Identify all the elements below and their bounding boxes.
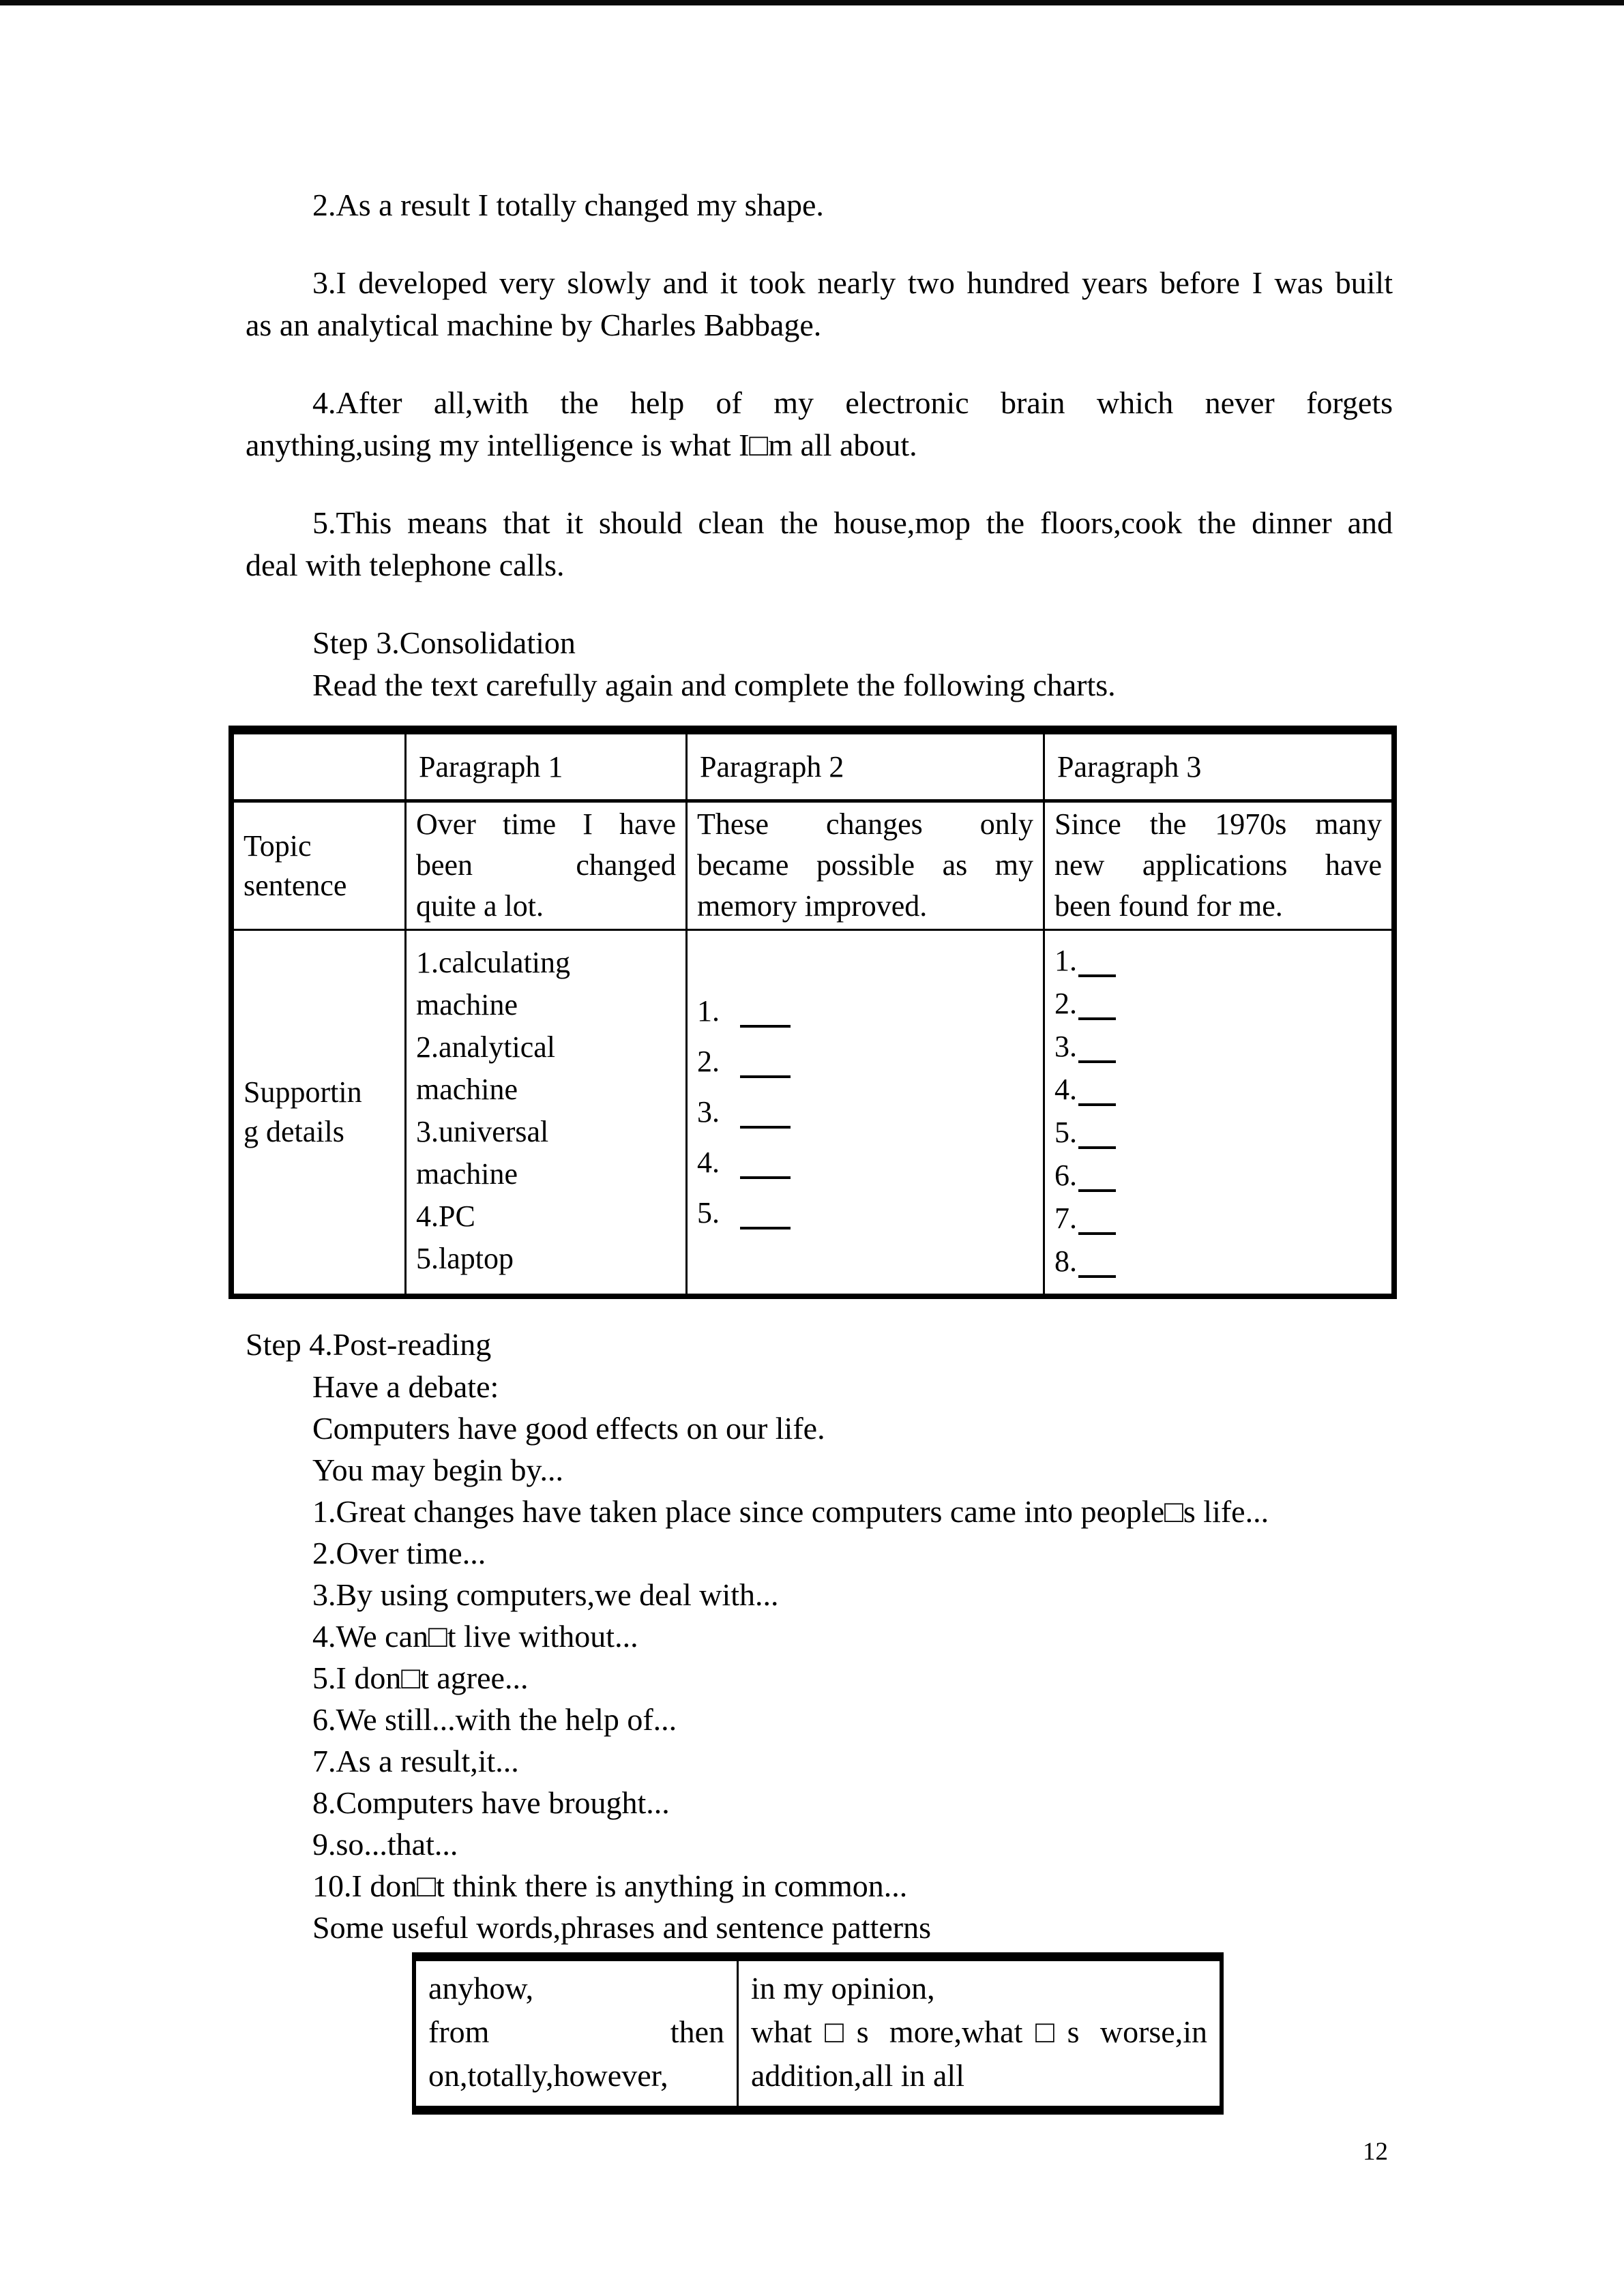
cell-line: machine: [416, 1073, 518, 1106]
answer-blank: [1078, 1231, 1116, 1235]
answer-blank: [1078, 1145, 1116, 1149]
document-body: [243, 184, 1393, 2115]
table1-topic-paragraph2: [685, 803, 1043, 929]
numbered-blank-line: 8.: [1054, 1240, 1382, 1283]
table1-topic-paragraph1: [404, 803, 685, 929]
answer-blank: [1078, 973, 1116, 977]
paragraph-line: anything,using my intelligence is what I□m all about.: [246, 428, 917, 462]
table1-details-paragraph2: [685, 929, 1043, 1294]
cell-line: 5.laptop: [416, 1242, 514, 1275]
paragraph-line: 3.I developed very slowly and it took nearly two hundred years before I was built: [312, 265, 1393, 300]
table1-header-paragraph1: Paragraph 1: [404, 734, 685, 803]
answer-blank: [740, 1124, 791, 1129]
paragraph-line: 5.This means that it should clean the house,mop the floors,cook the dinner and: [312, 505, 1393, 540]
step4-line: 1.Great changes have taken place since computers came into people□s life...: [312, 1494, 1269, 1529]
table1-details-label: [234, 929, 404, 1294]
answer-blank: [740, 1074, 791, 1078]
cell-line: anyhow,: [428, 1971, 534, 2006]
numbered-blank-line: 3.: [697, 1087, 1033, 1137]
step4-line: Computers have good effects on our life.: [312, 1411, 825, 1446]
answer-blank: [1078, 1188, 1116, 1192]
cell-line: on,totally,however,: [428, 2058, 668, 2093]
label-line: Topic: [243, 829, 312, 863]
cell-line: in my opinion,: [751, 1971, 935, 2006]
step4-line: 5.I don□t agree...: [312, 1660, 529, 1695]
step4-line: 7.As a result,it...: [312, 1744, 519, 1778]
answer-blank: [740, 1024, 791, 1028]
numbered-blank-line: 4.: [697, 1137, 1033, 1188]
answer-blank: [1078, 1274, 1116, 1278]
cell-line: been changed: [416, 848, 676, 882]
numbered-blank-line: 6.: [1054, 1154, 1382, 1197]
useful-words-table: [412, 1952, 1224, 2115]
step4-line: 8.Computers have brought...: [312, 1785, 670, 1820]
cell-line: 3.universal: [416, 1115, 549, 1148]
cell-line: machine: [416, 988, 518, 1022]
cell-line: memory improved.: [697, 889, 928, 923]
answer-blank: [1078, 1016, 1116, 1020]
table1-details-paragraph3: [1043, 929, 1391, 1294]
page-number: 12: [1363, 2138, 1388, 2166]
paragraph-line: as an analytical machine by Charles Babbage.: [246, 308, 822, 342]
cell-line: 4.PC: [416, 1199, 475, 1233]
numbered-blank-line: 5.: [1054, 1111, 1382, 1154]
step4-line: 9.so...that...: [312, 1827, 458, 1862]
label-line: g details: [243, 1115, 344, 1148]
cell-line: These changes only: [697, 807, 1033, 841]
numbered-blank-line: 1.: [697, 986, 1033, 1037]
numbered-blank-line: 3.: [1054, 1025, 1382, 1068]
cell-line: 1.calculating: [416, 946, 571, 979]
numbered-blank-line: 2.: [1054, 982, 1382, 1025]
paragraph-line: 2.As a result I totally changed my shape.: [312, 188, 824, 222]
step4-line: Have a debate:: [312, 1369, 499, 1404]
paragraph-2: [246, 184, 1393, 226]
table1-topic-paragraph3: [1043, 803, 1391, 929]
paragraph-line: deal with telephone calls.: [246, 548, 565, 582]
cell-line: from then: [428, 2014, 724, 2049]
cell-line: addition,all in all: [751, 2058, 964, 2093]
paragraph-line: 4.After all,with the help of my electronic brain which never forgets: [312, 385, 1393, 420]
step3-section: [246, 622, 1393, 706]
step3-title: Step 3.Consolidation: [312, 625, 576, 660]
answer-blank: [1078, 1059, 1116, 1063]
table1-header-paragraph2: Paragraph 2: [685, 734, 1043, 803]
paragraph-3: [246, 262, 1393, 346]
useful-words-right-cell: [737, 1961, 1220, 2106]
step3-instruction: Read the text carefully again and complete the following charts.: [312, 668, 1116, 702]
cell-line: new applications have: [1054, 848, 1382, 882]
label-line: sentence: [243, 868, 347, 902]
answer-blank: [740, 1225, 791, 1229]
cell-line: became possible as my: [697, 848, 1033, 882]
paragraph-4: [246, 382, 1393, 466]
cell-line: Over time I have: [416, 807, 676, 841]
cell-line: what□s more,what□s worse,in: [751, 2014, 1207, 2049]
step4-line: 6.We still...with the help of...: [312, 1702, 677, 1737]
table1-details-paragraph1: [404, 929, 685, 1294]
cell-line: been found for me.: [1054, 889, 1283, 923]
paragraph-5: [246, 502, 1393, 586]
step4-line: 10.I don□t think there is anything in common...: [312, 1868, 908, 1903]
answer-blank: [740, 1175, 791, 1179]
step4-line: Some useful words,phrases and sentence patterns: [312, 1910, 931, 1945]
numbered-blank-line: 7.: [1054, 1197, 1382, 1240]
step4-title: Step 4.Post-reading: [246, 1327, 492, 1362]
step4-section: [246, 1324, 1393, 1948]
table1-header-empty: [234, 734, 404, 803]
numbered-blank-line: 4.: [1054, 1068, 1382, 1111]
label-line: Supportin: [243, 1075, 362, 1109]
useful-words-left-cell: [416, 1961, 737, 2106]
cell-line: Since the 1970s many: [1054, 807, 1382, 841]
paragraph-chart-table: [228, 726, 1397, 1299]
numbered-blank-line: 5.: [697, 1188, 1033, 1238]
cell-line: 2.analytical: [416, 1030, 556, 1064]
cell-line: machine: [416, 1157, 518, 1191]
table1-header-paragraph3: Paragraph 3: [1043, 734, 1391, 803]
table1-topic-label: [234, 803, 404, 929]
numbered-blank-line: 1.: [1054, 939, 1382, 982]
cell-line: quite a lot.: [416, 889, 544, 923]
step4-line: 3.By using computers,we deal with...: [312, 1577, 779, 1612]
page-top-edge-bar: [0, 0, 1624, 5]
step4-line: 4.We can□t live without...: [312, 1619, 638, 1654]
numbered-blank-line: 2.: [697, 1037, 1033, 1087]
step4-line: You may begin by...: [312, 1452, 564, 1487]
step4-line: 2.Over time...: [312, 1536, 486, 1570]
answer-blank: [1078, 1102, 1116, 1106]
